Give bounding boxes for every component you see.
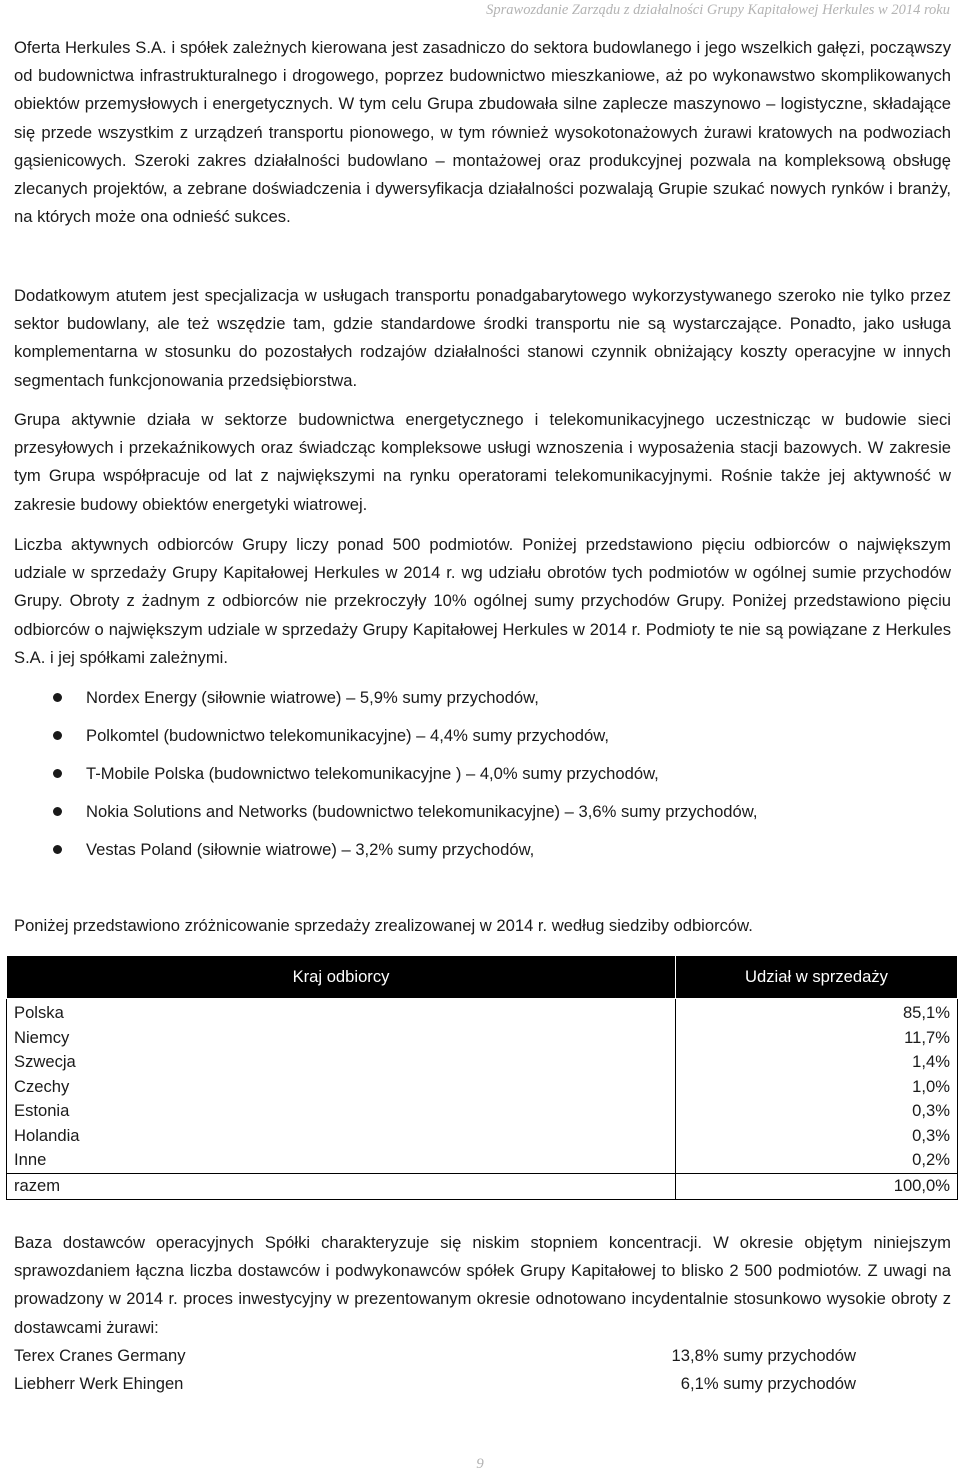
client-text: Polkomtel (budownictwo telekomunikacyjne) – 4,4% sumy przychodów,	[86, 726, 609, 745]
country-cell: Szwecja	[7, 1050, 676, 1075]
table-total-row	[7, 1173, 958, 1199]
country-cell: Holandia	[7, 1124, 676, 1149]
country-cell: Polska	[7, 999, 676, 1026]
table-row	[7, 1050, 958, 1075]
supplier-row	[14, 1342, 856, 1370]
bullet-icon	[53, 845, 62, 854]
column-header-share: Udział w sprzedaży	[676, 956, 958, 999]
share-cell: 0,3%	[676, 1124, 958, 1149]
table-row	[7, 1099, 958, 1124]
table-row	[7, 1148, 958, 1173]
bullet-icon	[53, 769, 62, 778]
client-text: Nokia Solutions and Networks (budownictwo telekomunikacyjne) – 3,6% sumy przychodów,	[86, 802, 758, 821]
supplier-share: 13,8% sumy przychodów	[671, 1346, 856, 1365]
paragraph-sales-by-country-intro: Poniżej przedstawiono zróżnicowanie sprzedaży zrealizowanej w 2014 r. według siedziby odbiorców.	[14, 916, 753, 935]
list-item	[0, 684, 960, 722]
client-text: Vestas Poland (siłownie wiatrowe) – 3,2% sumy przychodów,	[86, 840, 535, 859]
column-header-country: Kraj odbiorcy	[7, 956, 676, 999]
table-row	[7, 999, 958, 1026]
share-cell: 11,7%	[676, 1026, 958, 1051]
table-row	[7, 1075, 958, 1100]
supplier-share: 6,1% sumy przychodów	[680, 1374, 856, 1393]
list-item	[0, 722, 960, 760]
list-item	[0, 798, 960, 836]
table-row	[7, 1124, 958, 1149]
table-header-row	[7, 956, 958, 999]
total-label: razem	[7, 1173, 676, 1199]
bullet-icon	[53, 731, 62, 740]
paragraph-offer: Oferta Herkules S.A. i spółek zależnych kierowana jest zasadniczo do sektora budowlanego i jego wszelkich gałęzi, począwszy od budownictwa infrastrukturalnego i drogowego, poprzez budownictwo mieszkaniowe, aż po wykonawstwo skomplikowanych obiektów przemysłowych i energetycznych. W tym celu Grupa zbudowała silne zaplecze maszynowo – logistyczne, składające się przede wszystkim z urządzeń transportu pionowego, w tym również wysokotonażowych żurawi kratowych na podwoziach gąsienicowych. Szeroki zakres działalności budowlano – montażowej oraz produkcyjnej pozwala na kompleksową obsługę zlecanych projektów, a zebrane doświadczenia i dywersyfikacja działalności pozwalają Grupie szukać nowych rynków i branży, na których może ona odnieść sukces.	[14, 38, 951, 227]
page-number: 9	[476, 1456, 484, 1472]
supplier-name: Terex Cranes Germany	[14, 1346, 186, 1365]
share-cell: 85,1%	[676, 999, 958, 1026]
list-item	[0, 836, 960, 874]
share-cell: 0,3%	[676, 1099, 958, 1124]
total-value: 100,0%	[676, 1173, 958, 1199]
paragraph-clients-intro: Liczba aktywnych odbiorców Grupy liczy ponad 500 podmiotów. Poniżej przedstawiono pięciu odbiorców o największym udziale w sprzedaży Grupy Kapitałowej Herkules w 2014 r. wg udziału obrotów tych podmiotów w ogólnej sumie przychodów Grupy. Obroty z żadnym z odbiorców nie przekroczyły 10% ogólnej sumy przychodów Grupy. Poniżej przedstawiono pięciu odbiorców o największym udziale w sprzedaży Grupy Kapitałowej Herkules w 2014 r. Podmioty te nie są powiązane z Herkules S.A. i jej spółkami zależnymi.	[14, 535, 951, 667]
country-cell: Estonia	[7, 1099, 676, 1124]
top-clients-list	[0, 684, 960, 874]
client-text: T-Mobile Polska (budownictwo telekomunikacyjne ) – 4,0% sumy przychodów,	[86, 764, 659, 783]
share-cell: 0,2%	[676, 1148, 958, 1173]
sales-by-country-table	[6, 955, 958, 1200]
share-cell: 1,0%	[676, 1075, 958, 1100]
bullet-icon	[53, 693, 62, 702]
supplier-row	[14, 1370, 856, 1398]
bullet-icon	[53, 807, 62, 816]
country-cell: Czechy	[7, 1075, 676, 1100]
client-text: Nordex Energy (siłownie wiatrowe) – 5,9% sumy przychodów,	[86, 688, 539, 707]
supplier-name: Liebherr Werk Ehingen	[14, 1374, 184, 1393]
paragraph-energy-telecom: Grupa aktywnie działa w sektorze budownictwa energetycznego i telekomunikacyjnego uczestnicząc w budowie sieci przesyłowych i przekaźnikowych oraz świadcząc kompleksowe usługi wznoszenia i wyposażenia stacji bazowych. W zakresie tym Grupa współpracuje od lat z największymi na rynku operatorami telekomunikacyjnymi. Rośnie także jej aktywność w zakresie budowy obiektów energetyki wiatrowej.	[14, 410, 951, 514]
list-item	[0, 760, 960, 798]
running-header: Sprawozdanie Zarządu z działalności Grupy Kapitałowej Herkules w 2014 roku	[486, 2, 950, 18]
paragraph-oversize-transport: Dodatkowym atutem jest specjalizacja w usługach transportu ponadgabarytowego wykorzystywanego szeroko nie tylko przez sektor budowlany, ale też wszędzie tam, gdzie standardowe środki transportu nie są wystarczające. Ponadto, jako usługa komplementarna w stosunku do pozostałych rodzajów działalności stanowi czynnik obniżający koszty operacyjne w innych segmentach funkcjonowania przedsiębiorstwa.	[14, 286, 951, 390]
paragraph-suppliers: Baza dostawców operacyjnych Spółki charakteryzuje się niskim stopniem koncentracji. W okresie objętym niniejszym sprawozdaniem łączna liczba dostawców i podwykonawców spółek Grupy Kapitałowej to blisko 2 500 podmiotów. Z uwagi na prowadzony w 2014 r. proces inwestycyjny w prezentowanym okresie odnotowano incydentalnie stosunkowo wysokie obroty z dostawcami żurawi:	[14, 1233, 951, 1337]
country-cell: Niemcy	[7, 1026, 676, 1051]
share-cell: 1,4%	[676, 1050, 958, 1075]
table-row	[7, 1026, 958, 1051]
country-cell: Inne	[7, 1148, 676, 1173]
